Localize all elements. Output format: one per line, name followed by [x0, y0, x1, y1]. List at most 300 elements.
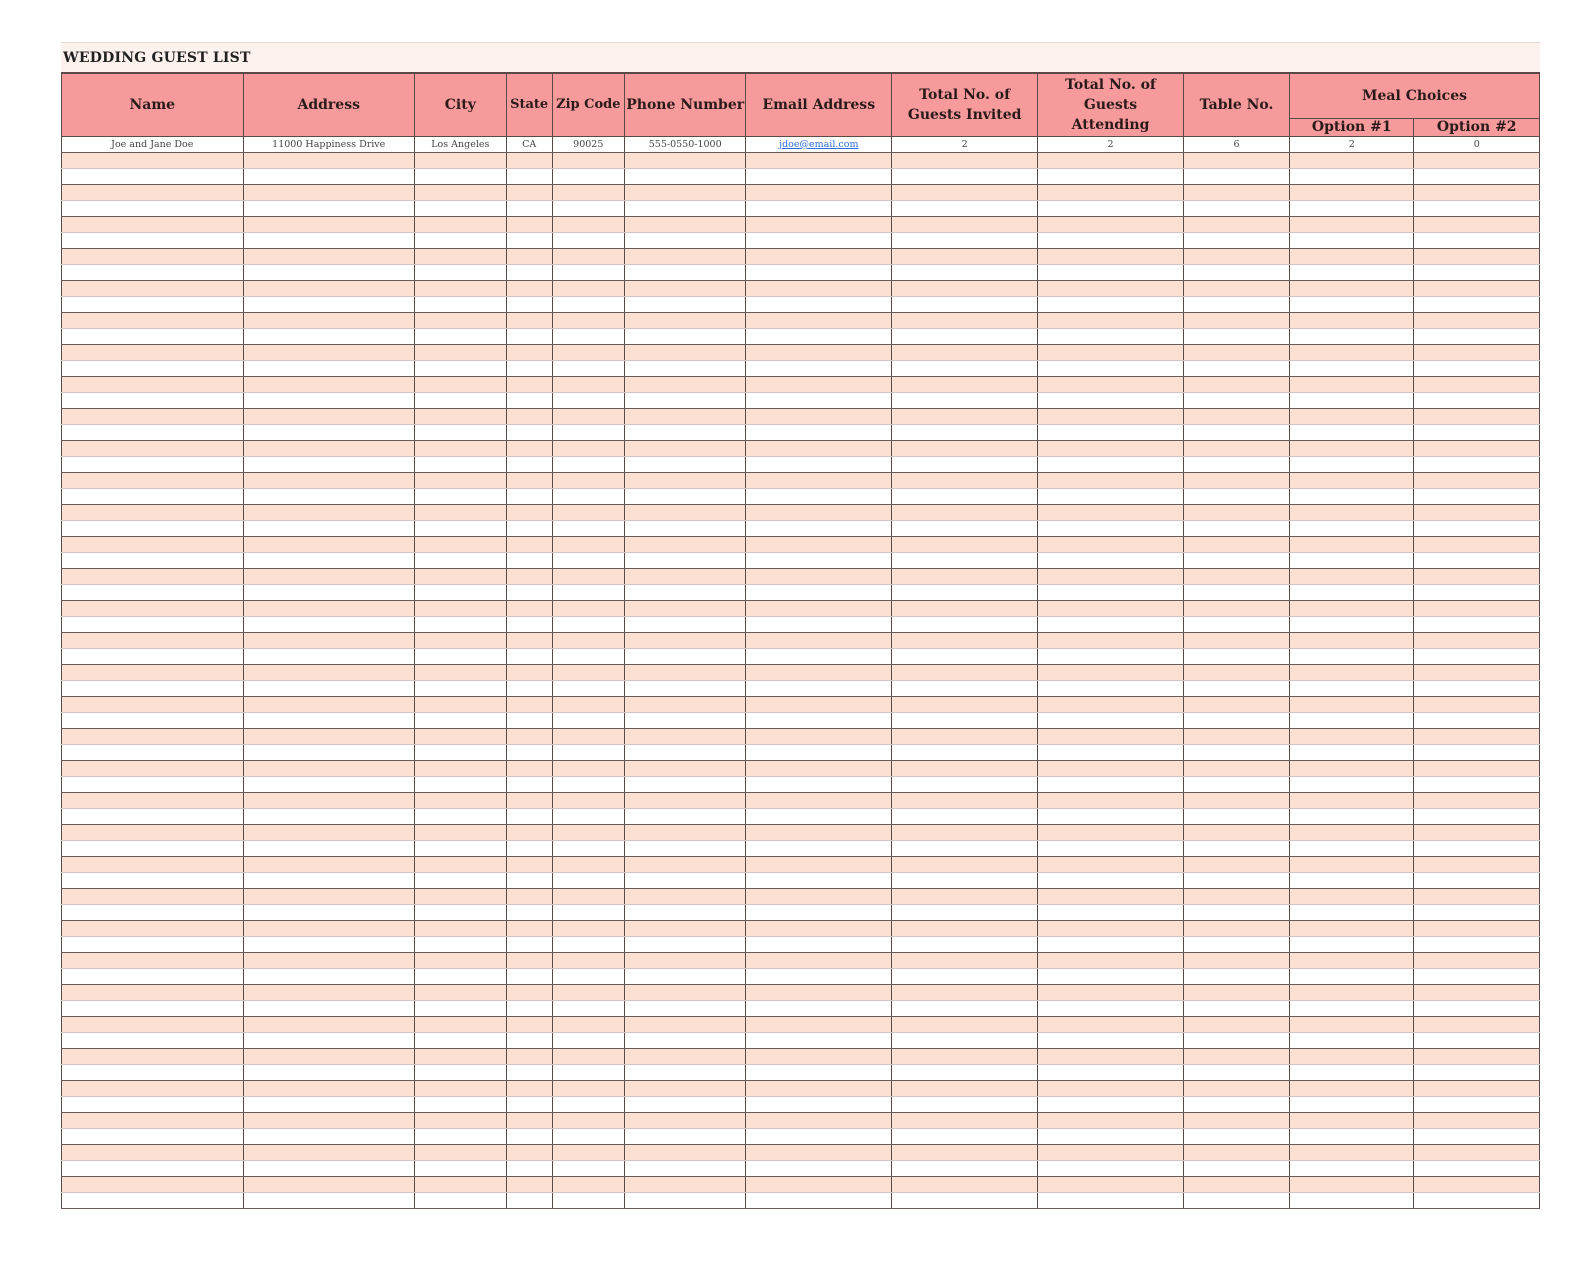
empty-cell[interactable] — [892, 233, 1038, 249]
empty-cell[interactable] — [892, 793, 1038, 809]
empty-cell[interactable] — [1038, 889, 1184, 905]
empty-cell[interactable] — [414, 1129, 506, 1145]
empty-cell[interactable] — [62, 569, 244, 585]
empty-cell[interactable] — [1290, 281, 1414, 297]
empty-cell[interactable] — [1038, 761, 1184, 777]
empty-cell[interactable] — [552, 697, 624, 713]
header-email-address[interactable]: Email Address — [746, 73, 892, 137]
empty-cell[interactable] — [243, 409, 414, 425]
empty-cell[interactable] — [1038, 601, 1184, 617]
empty-cell[interactable] — [1290, 313, 1414, 329]
empty-cell[interactable] — [414, 297, 506, 313]
empty-cell[interactable] — [243, 345, 414, 361]
empty-cell[interactable] — [243, 393, 414, 409]
empty-cell[interactable] — [243, 329, 414, 345]
empty-cell[interactable] — [892, 265, 1038, 281]
empty-cell[interactable] — [1290, 729, 1414, 745]
empty-cell[interactable] — [62, 1161, 244, 1177]
empty-cell[interactable] — [62, 1193, 244, 1209]
empty-cell[interactable] — [1038, 713, 1184, 729]
empty-cell[interactable] — [1290, 1081, 1414, 1097]
empty-cell[interactable] — [1290, 537, 1414, 553]
empty-cell[interactable] — [506, 649, 552, 665]
empty-cell[interactable] — [552, 809, 624, 825]
empty-cell[interactable] — [1038, 921, 1184, 937]
empty-cell[interactable] — [1183, 745, 1289, 761]
empty-cell[interactable] — [552, 649, 624, 665]
empty-cell[interactable] — [552, 569, 624, 585]
empty-cell[interactable] — [1290, 1129, 1414, 1145]
empty-cell[interactable] — [625, 489, 746, 505]
empty-cell[interactable] — [414, 329, 506, 345]
empty-cell[interactable] — [1038, 361, 1184, 377]
empty-cell[interactable] — [243, 1161, 414, 1177]
empty-cell[interactable] — [1038, 505, 1184, 521]
empty-cell[interactable] — [506, 745, 552, 761]
empty-cell[interactable] — [746, 585, 892, 601]
empty-cell[interactable] — [1290, 1033, 1414, 1049]
empty-cell[interactable] — [892, 473, 1038, 489]
empty-cell[interactable] — [1414, 809, 1540, 825]
empty-cell[interactable] — [414, 1113, 506, 1129]
empty-cell[interactable] — [414, 537, 506, 553]
empty-cell[interactable] — [1414, 585, 1540, 601]
empty-cell[interactable] — [1038, 313, 1184, 329]
empty-cell[interactable] — [62, 281, 244, 297]
empty-cell[interactable] — [1038, 937, 1184, 953]
empty-cell[interactable] — [62, 1129, 244, 1145]
empty-cell[interactable] — [625, 185, 746, 201]
empty-cell[interactable] — [1290, 857, 1414, 873]
empty-cell[interactable] — [414, 1065, 506, 1081]
empty-cell[interactable] — [243, 1177, 414, 1193]
empty-cell[interactable] — [552, 1017, 624, 1033]
empty-cell[interactable] — [1038, 905, 1184, 921]
empty-cell[interactable] — [62, 1033, 244, 1049]
empty-cell[interactable] — [892, 329, 1038, 345]
empty-cell[interactable] — [243, 649, 414, 665]
empty-cell[interactable] — [1414, 489, 1540, 505]
empty-cell[interactable] — [1038, 1145, 1184, 1161]
empty-cell[interactable] — [506, 393, 552, 409]
empty-cell[interactable] — [892, 377, 1038, 393]
empty-cell[interactable] — [625, 217, 746, 233]
empty-cell[interactable] — [414, 649, 506, 665]
empty-cell[interactable] — [243, 1033, 414, 1049]
empty-cell[interactable] — [62, 457, 244, 473]
empty-cell[interactable] — [1414, 217, 1540, 233]
empty-cell[interactable] — [1290, 153, 1414, 169]
empty-cell[interactable] — [1290, 905, 1414, 921]
empty-cell[interactable] — [625, 585, 746, 601]
empty-cell[interactable] — [746, 1113, 892, 1129]
empty-cell[interactable] — [506, 713, 552, 729]
empty-cell[interactable] — [625, 745, 746, 761]
empty-cell[interactable] — [1414, 1065, 1540, 1081]
empty-cell[interactable] — [1183, 185, 1289, 201]
empty-cell[interactable] — [892, 569, 1038, 585]
empty-cell[interactable] — [746, 665, 892, 681]
empty-cell[interactable] — [243, 377, 414, 393]
empty-cell[interactable] — [1290, 425, 1414, 441]
empty-cell[interactable] — [506, 473, 552, 489]
empty-cell[interactable] — [414, 985, 506, 1001]
empty-cell[interactable] — [1183, 441, 1289, 457]
empty-cell[interactable] — [414, 457, 506, 473]
empty-cell[interactable] — [62, 297, 244, 313]
empty-cell[interactable] — [552, 1129, 624, 1145]
empty-cell[interactable] — [506, 1001, 552, 1017]
empty-cell[interactable] — [1183, 249, 1289, 265]
empty-cell[interactable] — [1414, 1049, 1540, 1065]
empty-cell[interactable] — [625, 393, 746, 409]
header-city[interactable]: City — [414, 73, 506, 137]
empty-cell[interactable] — [414, 921, 506, 937]
empty-cell[interactable] — [1038, 297, 1184, 313]
empty-cell[interactable] — [552, 969, 624, 985]
empty-cell[interactable] — [892, 681, 1038, 697]
empty-cell[interactable] — [1290, 953, 1414, 969]
empty-cell[interactable] — [414, 217, 506, 233]
empty-cell[interactable] — [1290, 1097, 1414, 1113]
empty-cell[interactable] — [552, 1145, 624, 1161]
empty-cell[interactable] — [414, 825, 506, 841]
empty-cell[interactable] — [1038, 473, 1184, 489]
empty-cell[interactable] — [746, 537, 892, 553]
empty-cell[interactable] — [892, 1129, 1038, 1145]
empty-cell[interactable] — [506, 1129, 552, 1145]
empty-cell[interactable] — [1038, 1113, 1184, 1129]
empty-cell[interactable] — [1038, 665, 1184, 681]
empty-cell[interactable] — [62, 233, 244, 249]
empty-cell[interactable] — [625, 521, 746, 537]
empty-cell[interactable] — [1414, 937, 1540, 953]
empty-cell[interactable] — [1183, 393, 1289, 409]
empty-cell[interactable] — [746, 857, 892, 873]
empty-cell[interactable] — [1290, 825, 1414, 841]
empty-cell[interactable] — [1414, 793, 1540, 809]
empty-cell[interactable] — [243, 569, 414, 585]
empty-cell[interactable] — [1183, 953, 1289, 969]
empty-cell[interactable] — [1290, 665, 1414, 681]
empty-cell[interactable] — [414, 969, 506, 985]
empty-cell[interactable] — [1290, 1177, 1414, 1193]
empty-cell[interactable] — [892, 1033, 1038, 1049]
empty-cell[interactable] — [625, 713, 746, 729]
empty-cell[interactable] — [506, 617, 552, 633]
empty-cell[interactable] — [625, 473, 746, 489]
empty-cell[interactable] — [414, 793, 506, 809]
empty-cell[interactable] — [62, 905, 244, 921]
empty-cell[interactable] — [746, 969, 892, 985]
empty-cell[interactable] — [414, 313, 506, 329]
empty-cell[interactable] — [62, 777, 244, 793]
empty-cell[interactable] — [552, 761, 624, 777]
empty-cell[interactable] — [243, 521, 414, 537]
empty-cell[interactable] — [414, 841, 506, 857]
empty-cell[interactable] — [746, 633, 892, 649]
empty-cell[interactable] — [243, 825, 414, 841]
empty-cell[interactable] — [746, 313, 892, 329]
empty-cell[interactable] — [746, 921, 892, 937]
empty-cell[interactable] — [1290, 617, 1414, 633]
empty-cell[interactable] — [506, 329, 552, 345]
empty-cell[interactable] — [892, 1177, 1038, 1193]
empty-cell[interactable] — [414, 1145, 506, 1161]
empty-cell[interactable] — [552, 905, 624, 921]
empty-cell[interactable] — [1290, 329, 1414, 345]
empty-cell[interactable] — [506, 633, 552, 649]
empty-cell[interactable] — [1038, 265, 1184, 281]
empty-cell[interactable] — [552, 521, 624, 537]
empty-cell[interactable] — [1038, 1033, 1184, 1049]
empty-cell[interactable] — [1414, 233, 1540, 249]
empty-cell[interactable] — [1290, 1049, 1414, 1065]
empty-cell[interactable] — [1290, 745, 1414, 761]
empty-cell[interactable] — [414, 809, 506, 825]
empty-cell[interactable] — [552, 1161, 624, 1177]
empty-cell[interactable] — [892, 921, 1038, 937]
empty-cell[interactable] — [1414, 249, 1540, 265]
empty-cell[interactable] — [625, 633, 746, 649]
empty-cell[interactable] — [243, 713, 414, 729]
empty-cell[interactable] — [243, 793, 414, 809]
empty-cell[interactable] — [1414, 281, 1540, 297]
empty-cell[interactable] — [1290, 377, 1414, 393]
empty-cell[interactable] — [1414, 153, 1540, 169]
empty-cell[interactable] — [892, 617, 1038, 633]
cell-address[interactable]: 11000 Happiness Drive — [243, 137, 414, 153]
header-name[interactable]: Name — [62, 73, 244, 137]
header-table-no[interactable]: Table No. — [1183, 73, 1289, 137]
cell-option-2[interactable]: 0 — [1414, 137, 1540, 153]
empty-cell[interactable] — [1414, 1129, 1540, 1145]
empty-cell[interactable] — [1414, 681, 1540, 697]
empty-cell[interactable] — [552, 1001, 624, 1017]
empty-cell[interactable] — [506, 1145, 552, 1161]
empty-cell[interactable] — [625, 601, 746, 617]
empty-cell[interactable] — [1290, 681, 1414, 697]
empty-cell[interactable] — [892, 281, 1038, 297]
empty-cell[interactable] — [1183, 1081, 1289, 1097]
empty-cell[interactable] — [506, 1081, 552, 1097]
empty-cell[interactable] — [414, 1193, 506, 1209]
empty-cell[interactable] — [1290, 505, 1414, 521]
empty-cell[interactable] — [243, 185, 414, 201]
empty-cell[interactable] — [1038, 169, 1184, 185]
empty-cell[interactable] — [506, 185, 552, 201]
empty-cell[interactable] — [1183, 569, 1289, 585]
empty-cell[interactable] — [243, 921, 414, 937]
empty-cell[interactable] — [892, 729, 1038, 745]
empty-cell[interactable] — [746, 473, 892, 489]
empty-cell[interactable] — [506, 697, 552, 713]
empty-cell[interactable] — [506, 1033, 552, 1049]
empty-cell[interactable] — [625, 1145, 746, 1161]
empty-cell[interactable] — [1038, 585, 1184, 601]
empty-cell[interactable] — [506, 1177, 552, 1193]
empty-cell[interactable] — [1183, 793, 1289, 809]
empty-cell[interactable] — [552, 313, 624, 329]
empty-cell[interactable] — [1038, 809, 1184, 825]
empty-cell[interactable] — [1290, 1001, 1414, 1017]
empty-cell[interactable] — [625, 1177, 746, 1193]
empty-cell[interactable] — [1038, 873, 1184, 889]
empty-cell[interactable] — [625, 969, 746, 985]
empty-cell[interactable] — [1414, 425, 1540, 441]
empty-cell[interactable] — [1290, 473, 1414, 489]
empty-cell[interactable] — [1414, 1017, 1540, 1033]
empty-cell[interactable] — [1290, 1065, 1414, 1081]
empty-cell[interactable] — [1290, 921, 1414, 937]
empty-cell[interactable] — [1414, 1193, 1540, 1209]
empty-cell[interactable] — [414, 377, 506, 393]
empty-cell[interactable] — [1038, 329, 1184, 345]
empty-cell[interactable] — [625, 1129, 746, 1145]
empty-cell[interactable] — [552, 777, 624, 793]
empty-cell[interactable] — [506, 1049, 552, 1065]
empty-cell[interactable] — [1290, 1113, 1414, 1129]
empty-cell[interactable] — [892, 1001, 1038, 1017]
empty-cell[interactable] — [506, 441, 552, 457]
cell-email-link[interactable]: jdoe@email.com — [746, 137, 892, 153]
empty-cell[interactable] — [243, 745, 414, 761]
empty-cell[interactable] — [506, 217, 552, 233]
empty-cell[interactable] — [1414, 1097, 1540, 1113]
empty-cell[interactable] — [1290, 633, 1414, 649]
empty-cell[interactable] — [892, 1017, 1038, 1033]
empty-cell[interactable] — [414, 873, 506, 889]
empty-cell[interactable] — [1038, 457, 1184, 473]
empty-cell[interactable] — [1414, 969, 1540, 985]
empty-cell[interactable] — [1183, 489, 1289, 505]
empty-cell[interactable] — [1290, 265, 1414, 281]
cell-attending[interactable]: 2 — [1038, 137, 1184, 153]
empty-cell[interactable] — [1414, 1033, 1540, 1049]
empty-cell[interactable] — [414, 761, 506, 777]
empty-cell[interactable] — [1183, 937, 1289, 953]
empty-cell[interactable] — [62, 681, 244, 697]
empty-cell[interactable] — [1183, 329, 1289, 345]
empty-cell[interactable] — [552, 889, 624, 905]
empty-cell[interactable] — [414, 169, 506, 185]
empty-cell[interactable] — [243, 841, 414, 857]
empty-cell[interactable] — [1414, 313, 1540, 329]
empty-cell[interactable] — [1290, 873, 1414, 889]
empty-cell[interactable] — [1183, 841, 1289, 857]
empty-cell[interactable] — [625, 1097, 746, 1113]
empty-cell[interactable] — [746, 809, 892, 825]
empty-cell[interactable] — [1038, 633, 1184, 649]
empty-cell[interactable] — [1290, 969, 1414, 985]
empty-cell[interactable] — [552, 633, 624, 649]
empty-cell[interactable] — [1414, 1001, 1540, 1017]
empty-cell[interactable] — [1290, 569, 1414, 585]
empty-cell[interactable] — [243, 153, 414, 169]
empty-cell[interactable] — [1414, 377, 1540, 393]
empty-cell[interactable] — [506, 425, 552, 441]
empty-cell[interactable] — [506, 1161, 552, 1177]
empty-cell[interactable] — [1414, 601, 1540, 617]
empty-cell[interactable] — [506, 1065, 552, 1081]
empty-cell[interactable] — [1183, 521, 1289, 537]
empty-cell[interactable] — [625, 1033, 746, 1049]
empty-cell[interactable] — [625, 905, 746, 921]
empty-cell[interactable] — [1183, 377, 1289, 393]
empty-cell[interactable] — [506, 537, 552, 553]
empty-cell[interactable] — [62, 553, 244, 569]
empty-cell[interactable] — [1290, 185, 1414, 201]
empty-cell[interactable] — [1038, 697, 1184, 713]
empty-cell[interactable] — [892, 1161, 1038, 1177]
empty-cell[interactable] — [746, 153, 892, 169]
empty-cell[interactable] — [746, 1049, 892, 1065]
empty-cell[interactable] — [1183, 729, 1289, 745]
empty-cell[interactable] — [746, 1033, 892, 1049]
empty-cell[interactable] — [1183, 585, 1289, 601]
empty-cell[interactable] — [1290, 793, 1414, 809]
empty-cell[interactable] — [1183, 265, 1289, 281]
empty-cell[interactable] — [892, 553, 1038, 569]
empty-cell[interactable] — [625, 345, 746, 361]
empty-cell[interactable] — [243, 1129, 414, 1145]
empty-cell[interactable] — [892, 201, 1038, 217]
empty-cell[interactable] — [506, 1113, 552, 1129]
empty-cell[interactable] — [892, 601, 1038, 617]
empty-cell[interactable] — [1038, 441, 1184, 457]
empty-cell[interactable] — [892, 1097, 1038, 1113]
empty-cell[interactable] — [552, 489, 624, 505]
empty-cell[interactable] — [892, 1193, 1038, 1209]
empty-cell[interactable] — [892, 857, 1038, 873]
empty-cell[interactable] — [62, 441, 244, 457]
empty-cell[interactable] — [1183, 825, 1289, 841]
empty-cell[interactable] — [243, 761, 414, 777]
empty-cell[interactable] — [62, 601, 244, 617]
empty-cell[interactable] — [552, 1081, 624, 1097]
empty-cell[interactable] — [414, 729, 506, 745]
empty-cell[interactable] — [552, 217, 624, 233]
empty-cell[interactable] — [1183, 345, 1289, 361]
empty-cell[interactable] — [892, 633, 1038, 649]
empty-cell[interactable] — [1183, 537, 1289, 553]
empty-cell[interactable] — [625, 985, 746, 1001]
empty-cell[interactable] — [746, 1017, 892, 1033]
empty-cell[interactable] — [552, 153, 624, 169]
empty-cell[interactable] — [243, 873, 414, 889]
empty-cell[interactable] — [1290, 761, 1414, 777]
empty-cell[interactable] — [1183, 1033, 1289, 1049]
empty-cell[interactable] — [1183, 473, 1289, 489]
empty-cell[interactable] — [506, 281, 552, 297]
empty-cell[interactable] — [506, 969, 552, 985]
empty-cell[interactable] — [746, 985, 892, 1001]
empty-cell[interactable] — [243, 1065, 414, 1081]
empty-cell[interactable] — [625, 921, 746, 937]
empty-cell[interactable] — [625, 937, 746, 953]
empty-cell[interactable] — [414, 1017, 506, 1033]
empty-cell[interactable] — [746, 505, 892, 521]
empty-cell[interactable] — [1183, 1097, 1289, 1113]
empty-cell[interactable] — [243, 617, 414, 633]
empty-cell[interactable] — [414, 345, 506, 361]
empty-cell[interactable] — [1290, 937, 1414, 953]
empty-cell[interactable] — [892, 905, 1038, 921]
empty-cell[interactable] — [62, 921, 244, 937]
empty-cell[interactable] — [1183, 697, 1289, 713]
empty-cell[interactable] — [746, 201, 892, 217]
empty-cell[interactable] — [892, 809, 1038, 825]
